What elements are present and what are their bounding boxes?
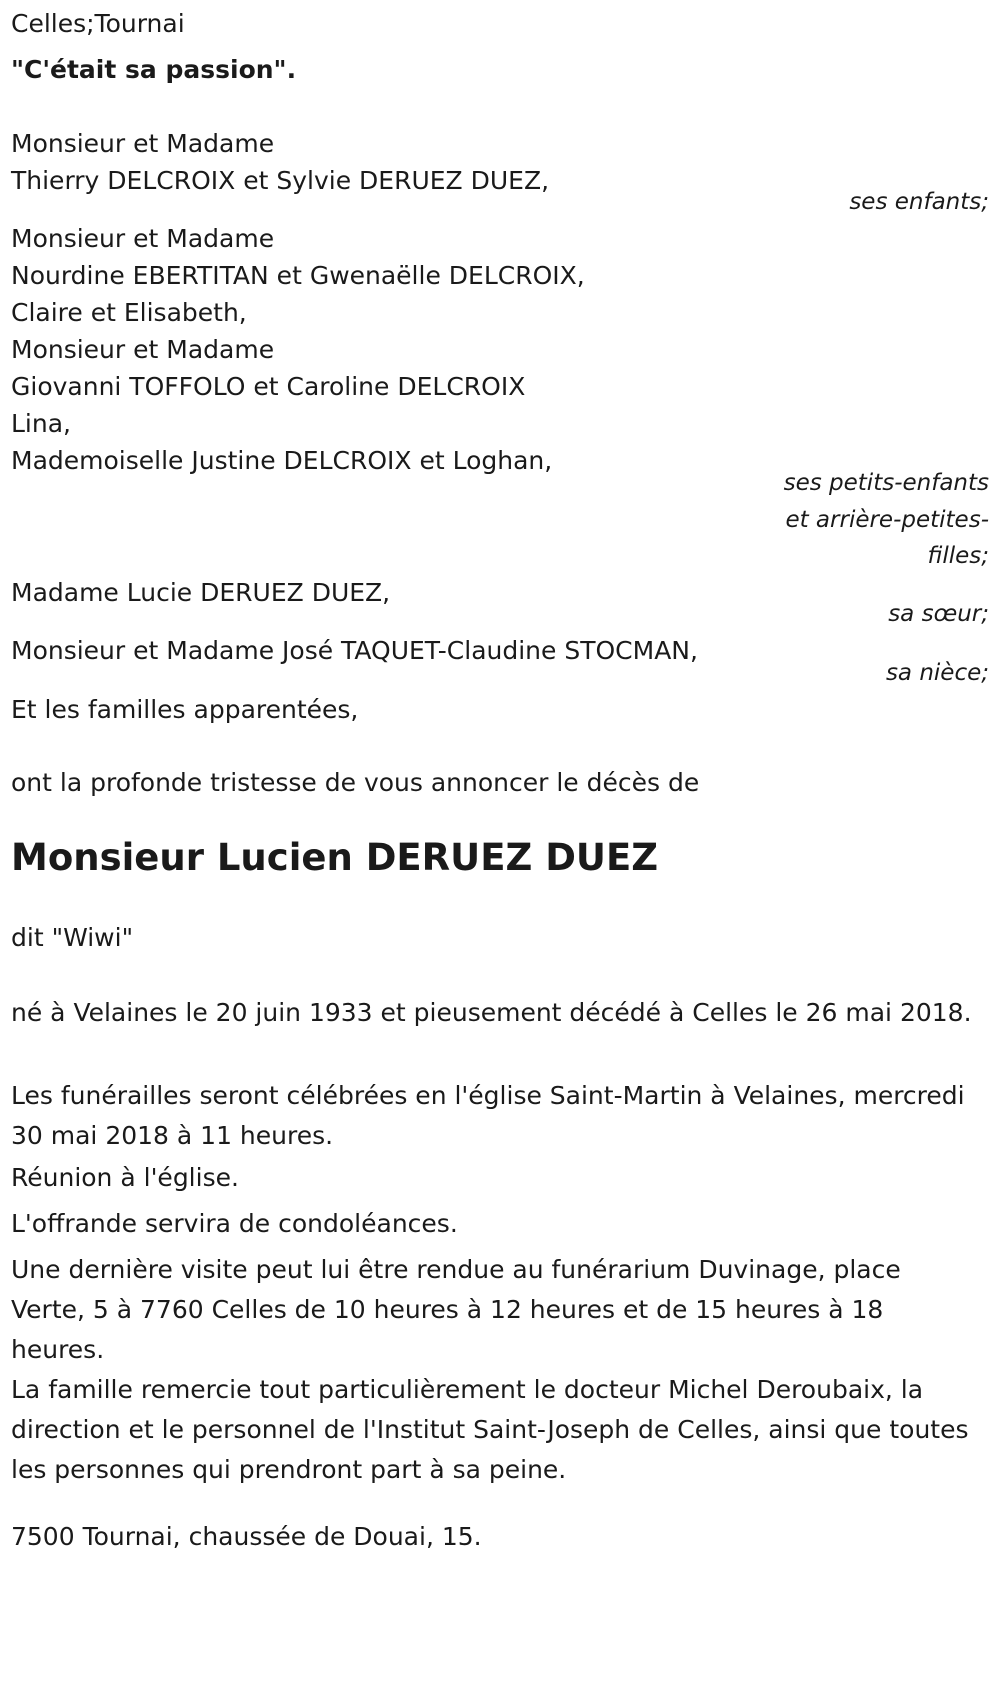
location-line: Celles;Tournai bbox=[11, 9, 185, 38]
announcement-intro: ont la profonde tristesse de vous annoncer le décès de bbox=[11, 768, 700, 797]
sister-line: Madame Lucie DERUEZ DUEZ, bbox=[11, 578, 391, 607]
niece-line: Monsieur et Madame José TAQUET-Claudine STOCMAN, bbox=[11, 636, 698, 665]
grandchild-2-line-3: Lina, bbox=[11, 409, 71, 438]
quote-line: "C'était sa passion". bbox=[11, 55, 297, 84]
grandchild-2-line-2: Giovanni TOFFOLO et Caroline DELCROIX bbox=[11, 372, 526, 401]
grandchild-1-line-1: Monsieur et Madame bbox=[11, 224, 275, 253]
children-line-2: Thierry DELCROIX et Sylvie DERUEZ DUEZ, bbox=[11, 166, 550, 195]
families-line: Et les familles apparentées, bbox=[11, 695, 359, 724]
grandchild-1-line-3: Claire et Elisabeth, bbox=[11, 298, 247, 327]
niece-relation: sa nièce; bbox=[885, 660, 989, 686]
grandchild-1-line-2: Nourdine EBERTITAN et Gwenaëlle DELCROIX, bbox=[11, 261, 585, 290]
birth-death-paragraph: né à Velaines le 20 juin 1933 et pieusement décédé à Celles le 26 mai 2018. bbox=[11, 998, 972, 1027]
grandchild-2-line-1: Monsieur et Madame bbox=[11, 335, 275, 364]
offering-paragraph: L'offrande servira de condoléances. bbox=[11, 1209, 458, 1238]
grandchildren-relation-1: ses petits-enfants bbox=[783, 470, 989, 496]
grandchildren-relation-2: et arrière-petites- bbox=[785, 507, 989, 533]
grandchild-3-line-1: Mademoiselle Justine DELCROIX et Loghan, bbox=[11, 446, 553, 475]
address-line: 7500 Tournai, chaussée de Douai, 15. bbox=[11, 1522, 482, 1551]
meeting-paragraph: Réunion à l'église. bbox=[11, 1163, 239, 1192]
children-line-1: Monsieur et Madame bbox=[11, 129, 275, 158]
funeral-paragraph: Les funérailles seront célébrées en l'église Saint-Martin à Velaines, mercredi 30 mai 2018 à 11 heures. bbox=[11, 1081, 965, 1150]
nickname-line: dit "Wiwi" bbox=[11, 923, 134, 952]
visit-paragraph: Une dernière visite peut lui être rendue au funérarium Duvinage, place Verte, 5 à 7760 Celles de 10 heures à 12 heures et de 15 heures à 18 heures. bbox=[11, 1255, 901, 1364]
thanks-paragraph: La famille remercie tout particulièrement le docteur Michel Deroubaix, la direction et le personnel de l'Institut Saint-Joseph de Celles, ainsi que toutes les personnes qui prendront part à sa peine. bbox=[11, 1375, 969, 1484]
sister-relation: sa sœur; bbox=[888, 601, 989, 627]
children-relation: ses enfants; bbox=[849, 189, 989, 215]
grandchildren-relation-3: filles; bbox=[927, 543, 989, 569]
deceased-name: Monsieur Lucien DERUEZ DUEZ bbox=[11, 836, 659, 879]
